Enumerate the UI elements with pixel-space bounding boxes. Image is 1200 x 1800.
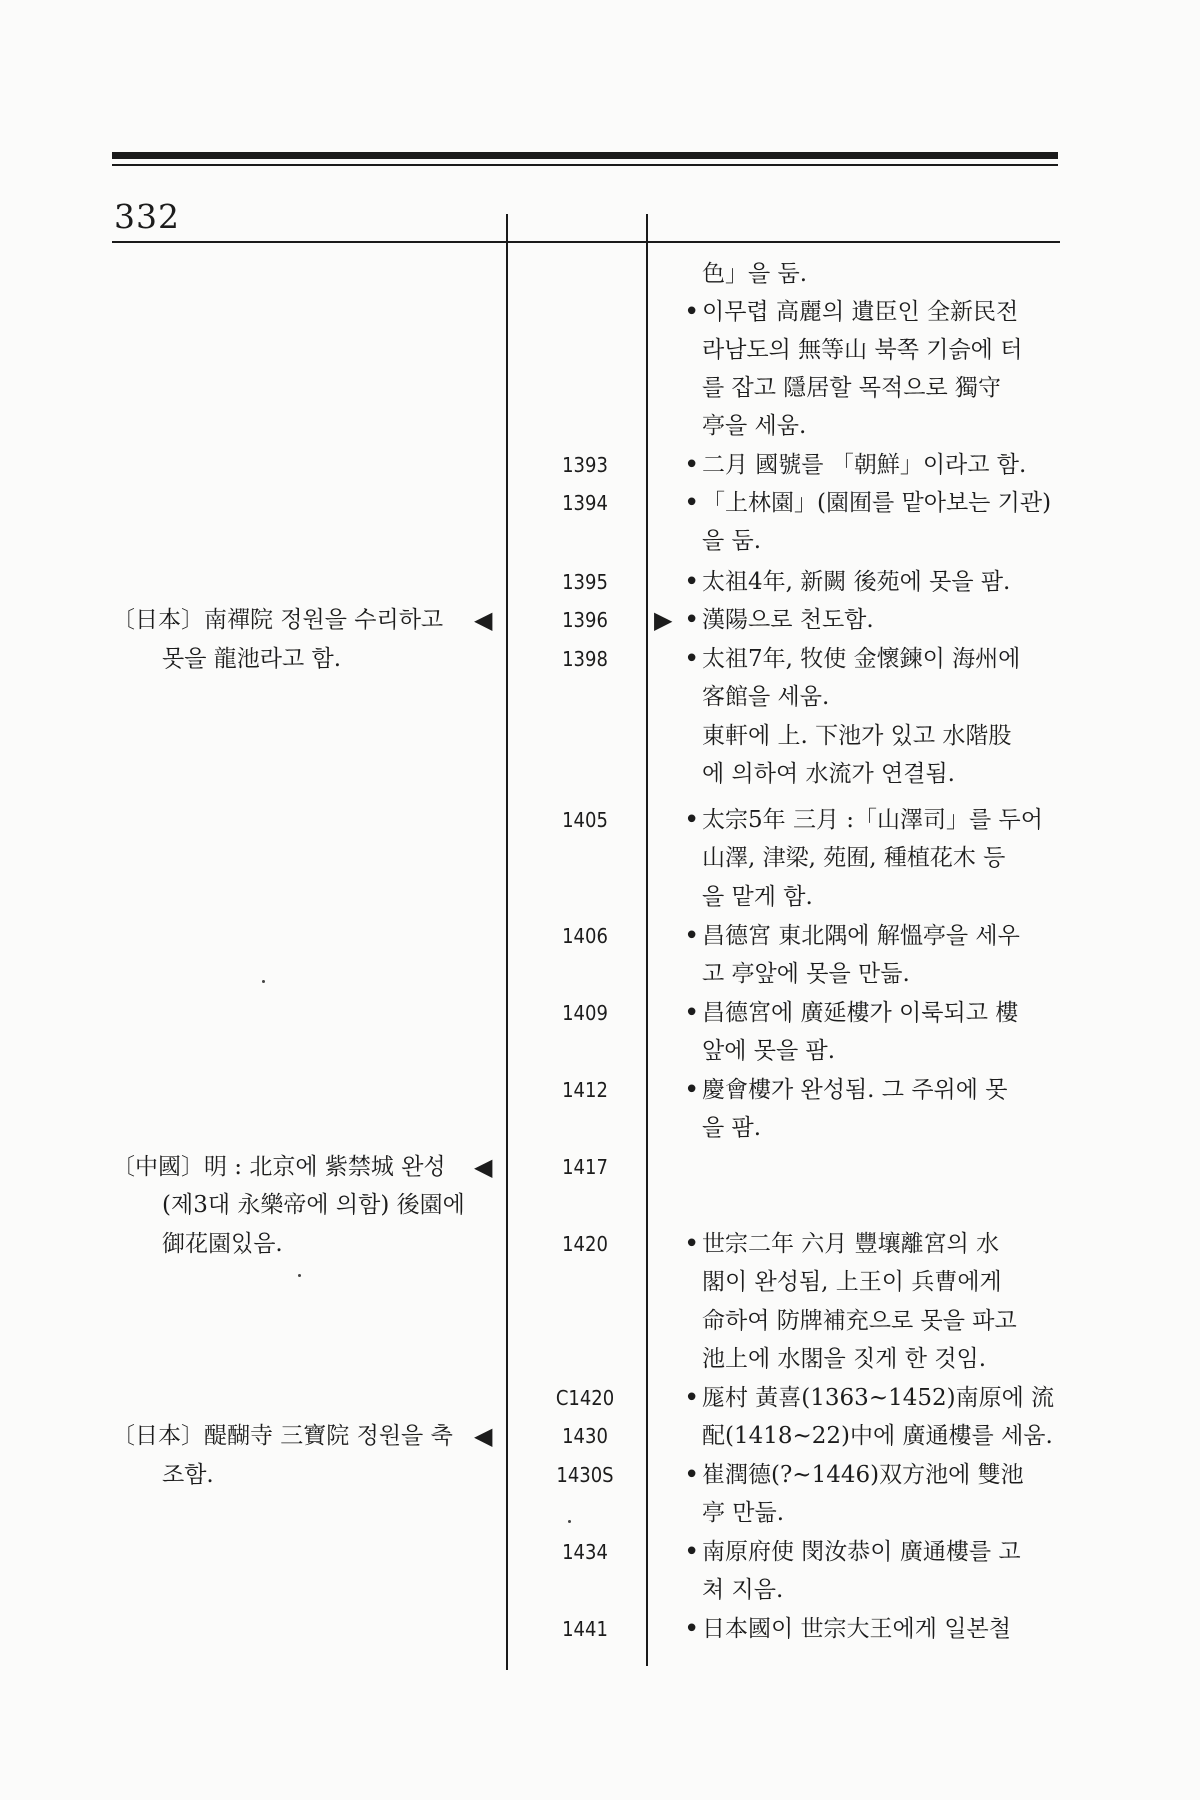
entry-line: 昌德宮에 廣延樓가 이룩되고 樓 <box>702 1000 1019 1026</box>
bullet-icon: • <box>684 1383 700 1413</box>
bullet-icon: • <box>684 1460 700 1490</box>
entry-line: 에 의하여 水流가 연결됨. <box>702 761 955 787</box>
entry-line: 太祖4年, 新闕 後苑에 못을 팜. <box>702 569 1011 595</box>
arrow-right-icon: ▶ <box>654 606 673 634</box>
list-item <box>0 721 1200 751</box>
entry-line: 配(1418~22)中에 廣通樓를 세움. <box>702 1423 1053 1449</box>
year-label: 1409 <box>562 1001 608 1025</box>
left-entry-line: 못을 龍池라고 함. <box>162 646 342 672</box>
entry-line: 太祖7年, 牧使 金懷鍊이 海州에 <box>702 646 1021 672</box>
bullet-icon: • <box>684 644 700 674</box>
entry-line: 色」을 둠. <box>702 261 808 287</box>
left-entry-line: 〔日本〕南禪院 정원을 수리하고 <box>112 607 444 633</box>
entry-line: 를 잡고 隱居할 목적으로 獨守 <box>702 375 1001 401</box>
entry-line: 亭을 세움. <box>702 413 807 439</box>
list-item <box>0 1537 1200 1567</box>
entry-line: 閣이 완성됨, 上王이 兵曹에게 <box>702 1269 1002 1295</box>
speck <box>568 1520 571 1523</box>
year-label: 1398 <box>562 647 608 671</box>
left-entry-line: 〔中國〕明 : 北京에 紫禁城 완성 <box>112 1154 446 1180</box>
entry-line: 慶會樓가 완성됨. 그 주위에 못 <box>702 1077 1008 1103</box>
entry-line: 이무렵 高麗의 遺臣인 全新民전 <box>702 299 1019 325</box>
list-item <box>0 1383 1200 1413</box>
year-label: 1406 <box>562 924 608 948</box>
list-item <box>0 335 1200 365</box>
entry-line: 池上에 水閣을 짓게 한 것임. <box>702 1346 987 1372</box>
top-rule-thick <box>112 152 1058 159</box>
entry-line: 山澤, 津梁, 苑囿, 種植花木 등 <box>702 845 1006 871</box>
year-label: 1434 <box>562 1540 608 1564</box>
list-item <box>0 1344 1200 1374</box>
entry-line: 昌德宮 東北隅에 解慍亭을 세우 <box>702 923 1020 949</box>
list-item <box>0 1113 1200 1143</box>
list-item <box>0 526 1200 556</box>
arrow-left-icon: ◀ <box>474 606 493 634</box>
entry-line: 世宗二年 六月 豐壤離宮의 水 <box>702 1231 1000 1257</box>
list-item <box>0 1575 1200 1605</box>
entry-line: 命하여 防牌補充으로 못을 파고 <box>702 1308 1017 1334</box>
list-item <box>0 411 1200 441</box>
bullet-icon: • <box>684 450 700 480</box>
list-item <box>0 297 1200 327</box>
page-number: 332 <box>114 197 180 236</box>
list-item <box>0 373 1200 403</box>
arrow-left-icon: ◀ <box>474 1422 493 1450</box>
top-rule-thin <box>112 164 1058 166</box>
entry-line: 을 맡게 함. <box>702 884 813 910</box>
entry-line: 고 亭앞에 못을 만듦. <box>702 961 910 987</box>
entry-line: 亭 만듦. <box>702 1500 785 1526</box>
bullet-icon: • <box>684 567 700 597</box>
year-label: 1420 <box>562 1232 608 1256</box>
list-item <box>0 843 1200 873</box>
entry-line: 을 팜. <box>702 1115 762 1141</box>
bullet-icon: • <box>684 605 700 635</box>
left-entry-line: 조함. <box>162 1462 214 1488</box>
entry-line: 쳐 지음. <box>702 1577 784 1603</box>
arrow-left-icon: ◀ <box>474 1153 493 1181</box>
list-item <box>0 1267 1200 1297</box>
year-label: 1412 <box>562 1078 608 1102</box>
year-label: 1417 <box>562 1155 608 1179</box>
year-label: 1395 <box>562 570 608 594</box>
year-label: 1430 <box>562 1424 608 1448</box>
speck <box>262 980 265 983</box>
left-entry-line: 御花園있음. <box>162 1231 283 1257</box>
list-item <box>0 882 1200 912</box>
bullet-icon: • <box>684 1229 700 1259</box>
list-item <box>0 1306 1200 1336</box>
list-item <box>0 450 1200 480</box>
bullet-icon: • <box>684 921 700 951</box>
entry-line: 厖村 黃喜(1363~1452)南原에 流 <box>702 1385 1055 1411</box>
year-label: 1441 <box>562 1617 608 1641</box>
list-item <box>0 1036 1200 1066</box>
left-entry-line: 〔日本〕醍醐寺 三寶院 정원을 축 <box>112 1423 453 1449</box>
list-item <box>0 1498 1200 1528</box>
entry-line: 崔潤德(?~1446)双方池에 雙池 <box>702 1462 1024 1488</box>
bullet-icon: • <box>684 488 700 518</box>
entry-line: 「上林園」(園囿를 맡아보는 기관) <box>702 490 1052 516</box>
bullet-icon: • <box>684 1075 700 1105</box>
year-label: C1420 <box>555 1386 615 1410</box>
list-item <box>0 959 1200 989</box>
entry-line: 二月 國號를 「朝鮮」이라고 함. <box>702 452 1027 478</box>
bullet-icon: • <box>684 1537 700 1567</box>
year-label: 1405 <box>562 808 608 832</box>
entry-line: 太宗5年 三月 :「山澤司」를 두어 <box>702 807 1043 833</box>
list-item <box>0 1075 1200 1105</box>
left-entry-line: (제3대 永樂帝에 의함) 後園에 <box>162 1192 465 1218</box>
entry-line: 라남도의 無等山 북쪽 기슭에 터 <box>702 337 1023 363</box>
entry-line: 日本國이 世宗大王에게 일본철 <box>702 1616 1011 1642</box>
bullet-icon: • <box>684 805 700 835</box>
year-label: 1430S <box>556 1463 614 1487</box>
bullet-icon: • <box>684 297 700 327</box>
header-rule <box>112 241 1060 243</box>
year-label: 1394 <box>562 491 608 515</box>
bullet-icon: • <box>684 1614 700 1644</box>
list-item <box>0 259 1200 289</box>
year-label: 1396 <box>562 608 608 632</box>
entry-line: 漢陽으로 천도함. <box>702 607 874 633</box>
list-item <box>0 488 1200 518</box>
list-item <box>0 1614 1200 1644</box>
year-label: 1393 <box>562 453 608 477</box>
entry-line: 南原府使 閔汝恭이 廣通樓를 고 <box>702 1539 1021 1565</box>
speck <box>298 1274 301 1277</box>
entry-line: 客館을 세움. <box>702 684 830 710</box>
list-item <box>0 759 1200 789</box>
entry-line: 앞에 못을 팜. <box>702 1038 836 1064</box>
entry-line: 東軒에 上. 下池가 있고 水階股 <box>702 723 1012 749</box>
entry-line: 을 둠. <box>702 528 762 554</box>
list-item <box>0 805 1200 835</box>
bullet-icon: • <box>684 998 700 1028</box>
list-item <box>0 921 1200 951</box>
list-item <box>0 998 1200 1028</box>
list-item <box>0 567 1200 597</box>
list-item <box>0 682 1200 712</box>
